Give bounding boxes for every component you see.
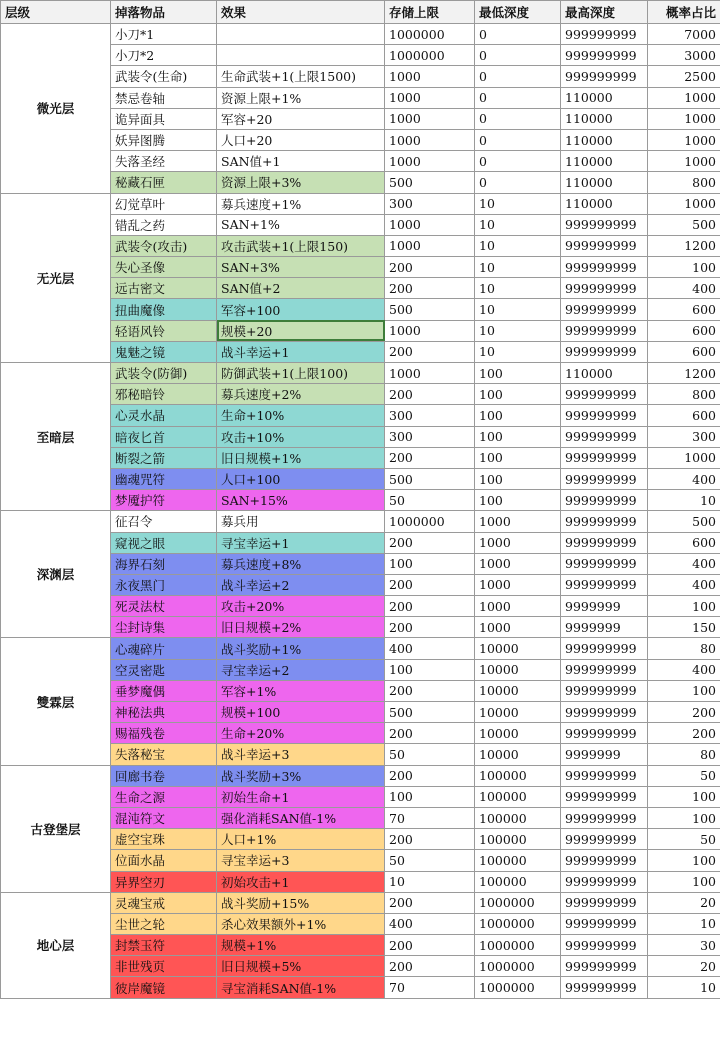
probability-cell[interactable]: 7000 [648,24,720,45]
probability-cell[interactable]: 80 [648,638,720,659]
item-cell[interactable]: 梦魇护符 [111,490,217,511]
probability-cell[interactable]: 400 [648,468,720,489]
effect-cell[interactable]: 攻击武装+1(上限150) [217,235,385,256]
item-cell[interactable]: 武装令(攻击) [111,235,217,256]
item-cell[interactable]: 错乱之药 [111,214,217,235]
max-depth-cell[interactable]: 999999999 [561,320,648,341]
max-depth-cell[interactable]: 999999999 [561,871,648,892]
capacity-cell[interactable]: 100 [385,786,475,807]
max-depth-cell[interactable]: 9999999 [561,744,648,765]
item-cell[interactable]: 轻语风铃 [111,320,217,341]
probability-cell[interactable]: 3000 [648,45,720,66]
item-cell[interactable]: 鬼魅之镜 [111,341,217,362]
item-cell[interactable]: 位面水晶 [111,850,217,871]
item-cell[interactable]: 死灵法杖 [111,596,217,617]
effect-cell[interactable]: SAN+1% [217,214,385,235]
item-cell[interactable]: 垂梦魔偶 [111,680,217,701]
capacity-cell[interactable]: 500 [385,468,475,489]
min-depth-cell[interactable]: 1000 [475,617,561,638]
effect-cell[interactable]: SAN值+2 [217,278,385,299]
probability-cell[interactable]: 20 [648,892,720,913]
effect-cell[interactable]: 规模+100 [217,702,385,723]
table-row [1,511,720,532]
capacity-cell[interactable]: 200 [385,680,475,701]
item-cell[interactable]: 失心圣像 [111,257,217,278]
table-row [1,24,720,45]
effect-cell[interactable]: 战斗奖励+3% [217,765,385,786]
item-cell[interactable]: 小刀*1 [111,24,217,45]
probability-cell[interactable]: 50 [648,765,720,786]
effect-cell[interactable]: SAN值+1 [217,151,385,172]
capacity-cell[interactable]: 1000 [385,87,475,108]
max-depth-cell[interactable]: 9999999 [561,617,648,638]
probability-cell[interactable]: 10 [648,977,720,998]
min-depth-cell[interactable]: 1000000 [475,935,561,956]
max-depth-cell[interactable]: 999999999 [561,956,648,977]
probability-cell[interactable]: 300 [648,426,720,447]
max-depth-cell[interactable]: 999999999 [561,574,648,595]
effect-cell[interactable]: 初始生命+1 [217,786,385,807]
max-depth-cell[interactable]: 110000 [561,193,648,214]
probability-cell[interactable]: 100 [648,786,720,807]
item-cell[interactable]: 小刀*2 [111,45,217,66]
item-cell[interactable]: 空灵密匙 [111,659,217,680]
capacity-cell[interactable]: 1000 [385,66,475,87]
item-cell[interactable]: 回廊书卷 [111,765,217,786]
probability-cell[interactable]: 50 [648,829,720,850]
max-depth-cell[interactable]: 110000 [561,172,648,193]
effect-cell[interactable]: 人口+20 [217,129,385,150]
min-depth-cell[interactable]: 0 [475,24,561,45]
item-cell[interactable]: 尘世之轮 [111,913,217,934]
effect-cell[interactable]: 旧日规模+1% [217,447,385,468]
table-row [1,638,720,659]
capacity-cell[interactable]: 70 [385,807,475,828]
max-depth-cell[interactable]: 999999999 [561,341,648,362]
item-cell[interactable]: 尘封诗集 [111,617,217,638]
min-depth-cell[interactable]: 100 [475,426,561,447]
probability-cell[interactable]: 400 [648,553,720,574]
item-cell[interactable]: 暗夜匕首 [111,426,217,447]
max-depth-cell[interactable]: 999999999 [561,892,648,913]
min-depth-cell[interactable]: 0 [475,45,561,66]
probability-cell[interactable]: 400 [648,659,720,680]
capacity-cell[interactable]: 200 [385,935,475,956]
min-depth-cell[interactable]: 1000000 [475,977,561,998]
effect-cell[interactable]: 资源上限+1% [217,87,385,108]
capacity-cell[interactable]: 1000000 [385,24,475,45]
capacity-cell[interactable]: 1000 [385,129,475,150]
capacity-cell[interactable]: 500 [385,702,475,723]
min-depth-cell[interactable]: 1000000 [475,913,561,934]
probability-cell[interactable]: 150 [648,617,720,638]
capacity-cell[interactable]: 10 [385,871,475,892]
capacity-cell[interactable]: 1000000 [385,511,475,532]
min-depth-cell[interactable]: 10 [475,214,561,235]
probability-cell[interactable]: 20 [648,956,720,977]
layer-cell[interactable]: 微光层 [1,24,111,194]
max-depth-cell[interactable]: 999999999 [561,935,648,956]
min-depth-cell[interactable]: 100 [475,447,561,468]
probability-cell[interactable]: 80 [648,744,720,765]
probability-cell[interactable]: 600 [648,320,720,341]
min-depth-cell[interactable]: 10 [475,257,561,278]
header-item[interactable]: 掉落物品 [111,1,217,24]
capacity-cell[interactable]: 1000000 [385,45,475,66]
effect-cell[interactable]: 军容+1% [217,680,385,701]
effect-cell[interactable]: 攻击+10% [217,426,385,447]
item-cell[interactable]: 混沌符文 [111,807,217,828]
max-depth-cell[interactable]: 999999999 [561,553,648,574]
effect-cell[interactable]: 人口+1% [217,829,385,850]
max-depth-cell[interactable]: 999999999 [561,235,648,256]
max-depth-cell[interactable]: 999999999 [561,723,648,744]
max-depth-cell[interactable]: 110000 [561,129,648,150]
max-depth-cell[interactable]: 999999999 [561,850,648,871]
effect-cell[interactable]: 旧日规模+5% [217,956,385,977]
layer-cell[interactable]: 深渊层 [1,511,111,638]
table-row [1,765,720,786]
max-depth-cell[interactable]: 110000 [561,108,648,129]
probability-cell[interactable]: 1000 [648,129,720,150]
item-cell[interactable]: 永夜黑门 [111,574,217,595]
layer-cell[interactable]: 古登堡层 [1,765,111,892]
capacity-cell[interactable]: 200 [385,596,475,617]
effect-cell[interactable]: 募兵速度+8% [217,553,385,574]
capacity-cell[interactable]: 200 [385,341,475,362]
effect-cell[interactable] [217,24,385,45]
header-capacity[interactable]: 存储上限 [385,1,475,24]
probability-cell[interactable]: 600 [648,341,720,362]
item-cell[interactable]: 失落圣经 [111,151,217,172]
probability-cell[interactable]: 100 [648,680,720,701]
max-depth-cell[interactable]: 999999999 [561,384,648,405]
min-depth-cell[interactable]: 1000000 [475,892,561,913]
item-cell[interactable]: 异界空刃 [111,871,217,892]
min-depth-cell[interactable]: 10000 [475,638,561,659]
min-depth-cell[interactable]: 100000 [475,807,561,828]
layer-cell[interactable]: 至暗层 [1,363,111,511]
max-depth-cell[interactable]: 9999999 [561,596,648,617]
capacity-cell[interactable]: 300 [385,405,475,426]
capacity-cell[interactable]: 100 [385,659,475,680]
max-depth-cell[interactable]: 999999999 [561,299,648,320]
item-cell[interactable]: 秘藏石匣 [111,172,217,193]
effect-cell[interactable]: 战斗幸运+1 [217,341,385,362]
item-cell[interactable]: 幻觉草叶 [111,193,217,214]
min-depth-cell[interactable]: 1000 [475,574,561,595]
effect-cell[interactable]: 初始攻击+1 [217,871,385,892]
probability-cell[interactable]: 600 [648,532,720,553]
probability-cell[interactable]: 800 [648,384,720,405]
max-depth-cell[interactable]: 999999999 [561,659,648,680]
max-depth-cell[interactable]: 110000 [561,151,648,172]
max-depth-cell[interactable]: 999999999 [561,765,648,786]
min-depth-cell[interactable]: 0 [475,172,561,193]
min-depth-cell[interactable]: 10 [475,278,561,299]
max-depth-cell[interactable]: 999999999 [561,468,648,489]
min-depth-cell[interactable]: 10000 [475,723,561,744]
probability-cell[interactable]: 1000 [648,151,720,172]
effect-cell[interactable] [217,45,385,66]
probability-cell[interactable]: 200 [648,723,720,744]
probability-cell[interactable]: 1000 [648,108,720,129]
item-cell[interactable]: 禁忌卷轴 [111,87,217,108]
effect-cell[interactable]: 强化消耗SAN值-1% [217,807,385,828]
probability-cell[interactable]: 30 [648,935,720,956]
probability-cell[interactable]: 1000 [648,87,720,108]
max-depth-cell[interactable]: 110000 [561,363,648,384]
item-cell[interactable]: 非世残页 [111,956,217,977]
item-cell[interactable]: 断裂之箭 [111,447,217,468]
effect-cell[interactable]: 寻宝幸运+1 [217,532,385,553]
max-depth-cell[interactable]: 999999999 [561,426,648,447]
item-cell[interactable]: 远古密文 [111,278,217,299]
probability-cell[interactable]: 100 [648,807,720,828]
capacity-cell[interactable]: 500 [385,299,475,320]
capacity-cell[interactable]: 1000 [385,363,475,384]
header-effect[interactable]: 效果 [217,1,385,24]
effect-cell[interactable]: 寻宝消耗SAN值-1% [217,977,385,998]
probability-cell[interactable]: 100 [648,871,720,892]
item-cell[interactable]: 幽魂咒符 [111,468,217,489]
max-depth-cell[interactable]: 999999999 [561,532,648,553]
capacity-cell[interactable]: 50 [385,490,475,511]
capacity-cell[interactable]: 200 [385,956,475,977]
item-cell[interactable]: 彼岸魔镜 [111,977,217,998]
item-cell[interactable]: 武装令(防御) [111,363,217,384]
min-depth-cell[interactable]: 10000 [475,659,561,680]
effect-cell[interactable]: 人口+100 [217,468,385,489]
max-depth-cell[interactable]: 999999999 [561,829,648,850]
item-cell[interactable]: 征召令 [111,511,217,532]
min-depth-cell[interactable]: 0 [475,66,561,87]
max-depth-cell[interactable]: 999999999 [561,45,648,66]
header-max-depth[interactable]: 最高深度 [561,1,648,24]
probability-cell[interactable]: 10 [648,913,720,934]
probability-cell[interactable]: 500 [648,511,720,532]
header-layer[interactable]: 层级 [1,1,111,24]
min-depth-cell[interactable]: 100000 [475,765,561,786]
effect-cell[interactable]: 战斗幸运+2 [217,574,385,595]
max-depth-cell[interactable]: 999999999 [561,257,648,278]
effect-cell[interactable]: 募兵速度+1% [217,193,385,214]
header-min-depth[interactable]: 最低深度 [475,1,561,24]
item-cell[interactable]: 扭曲魔像 [111,299,217,320]
max-depth-cell[interactable]: 999999999 [561,66,648,87]
min-depth-cell[interactable]: 10 [475,193,561,214]
item-cell[interactable]: 神秘法典 [111,702,217,723]
probability-cell[interactable]: 600 [648,405,720,426]
effect-cell[interactable]: 寻宝幸运+3 [217,850,385,871]
effect-cell[interactable]: 旧日规模+2% [217,617,385,638]
effect-cell[interactable]: 军容+100 [217,299,385,320]
probability-cell[interactable]: 500 [648,214,720,235]
min-depth-cell[interactable]: 1000 [475,553,561,574]
min-depth-cell[interactable]: 100000 [475,850,561,871]
capacity-cell[interactable]: 200 [385,723,475,744]
min-depth-cell[interactable]: 100000 [475,829,561,850]
capacity-cell[interactable]: 200 [385,257,475,278]
table-row [1,892,720,913]
min-depth-cell[interactable]: 10 [475,341,561,362]
effect-cell[interactable]: 生命+10% [217,405,385,426]
layer-cell[interactable]: 雙霖层 [1,638,111,765]
max-depth-cell[interactable]: 999999999 [561,977,648,998]
min-depth-cell[interactable]: 100 [475,384,561,405]
effect-cell[interactable]: 规模+20 [217,320,385,341]
effect-cell[interactable]: 规模+1% [217,935,385,956]
probability-cell[interactable]: 100 [648,850,720,871]
probability-cell[interactable]: 100 [648,257,720,278]
capacity-cell[interactable]: 200 [385,447,475,468]
capacity-cell[interactable]: 200 [385,765,475,786]
effect-cell[interactable]: 资源上限+3% [217,172,385,193]
item-cell[interactable]: 失落秘宝 [111,744,217,765]
header-row [1,1,720,24]
effect-cell[interactable]: 寻宝幸运+2 [217,659,385,680]
capacity-cell[interactable]: 50 [385,850,475,871]
effect-cell[interactable]: 募兵用 [217,511,385,532]
probability-cell[interactable]: 2500 [648,66,720,87]
table-row [1,193,720,214]
capacity-cell[interactable]: 100 [385,553,475,574]
probability-cell[interactable]: 1000 [648,193,720,214]
capacity-cell[interactable]: 200 [385,278,475,299]
effect-cell[interactable]: 战斗幸运+3 [217,744,385,765]
probability-cell[interactable]: 400 [648,574,720,595]
capacity-cell[interactable]: 400 [385,913,475,934]
min-depth-cell[interactable]: 1000000 [475,956,561,977]
max-depth-cell[interactable]: 999999999 [561,638,648,659]
item-cell[interactable]: 窥视之眼 [111,532,217,553]
min-depth-cell[interactable]: 10000 [475,702,561,723]
item-cell[interactable]: 妖异图腾 [111,129,217,150]
layer-cell[interactable]: 无光层 [1,193,111,363]
capacity-cell[interactable]: 200 [385,384,475,405]
effect-cell[interactable]: 生命武装+1(上限1500) [217,66,385,87]
max-depth-cell[interactable]: 999999999 [561,680,648,701]
min-depth-cell[interactable]: 100 [475,490,561,511]
max-depth-cell[interactable]: 999999999 [561,24,648,45]
max-depth-cell[interactable]: 999999999 [561,702,648,723]
capacity-cell[interactable]: 1000 [385,320,475,341]
capacity-cell[interactable]: 1000 [385,214,475,235]
effect-cell[interactable]: 生命+20% [217,723,385,744]
item-cell[interactable]: 心魂碎片 [111,638,217,659]
max-depth-cell[interactable]: 110000 [561,87,648,108]
capacity-cell[interactable]: 200 [385,617,475,638]
probability-cell[interactable]: 200 [648,702,720,723]
effect-cell[interactable]: SAN+3% [217,257,385,278]
min-depth-cell[interactable]: 100 [475,468,561,489]
max-depth-cell[interactable]: 999999999 [561,278,648,299]
effect-cell[interactable]: 募兵速度+2% [217,384,385,405]
max-depth-cell[interactable]: 999999999 [561,490,648,511]
item-cell[interactable]: 武装令(生命) [111,66,217,87]
max-depth-cell[interactable]: 999999999 [561,786,648,807]
effect-cell[interactable]: 战斗奖励+1% [217,638,385,659]
capacity-cell[interactable]: 500 [385,172,475,193]
min-depth-cell[interactable]: 0 [475,129,561,150]
capacity-cell[interactable]: 300 [385,193,475,214]
probability-cell[interactable]: 1200 [648,363,720,384]
capacity-cell[interactable]: 50 [385,744,475,765]
effect-cell[interactable]: 军容+20 [217,108,385,129]
effect-cell[interactable]: 杀心效果额外+1% [217,913,385,934]
min-depth-cell[interactable]: 100000 [475,871,561,892]
capacity-cell[interactable]: 1000 [385,151,475,172]
capacity-cell[interactable]: 70 [385,977,475,998]
capacity-cell[interactable]: 300 [385,426,475,447]
capacity-cell[interactable]: 1000 [385,235,475,256]
min-depth-cell[interactable]: 1000 [475,596,561,617]
min-depth-cell[interactable]: 100 [475,405,561,426]
min-depth-cell[interactable]: 100 [475,363,561,384]
probability-cell[interactable]: 100 [648,596,720,617]
item-cell[interactable]: 诡异面具 [111,108,217,129]
header-probability[interactable]: 概率占比 [648,1,720,24]
min-depth-cell[interactable]: 100000 [475,786,561,807]
item-cell[interactable]: 灵魂宝戒 [111,892,217,913]
item-cell[interactable]: 邪秘暗铃 [111,384,217,405]
probability-cell[interactable]: 800 [648,172,720,193]
probability-cell[interactable]: 1200 [648,235,720,256]
item-cell[interactable]: 生命之源 [111,786,217,807]
min-depth-cell[interactable]: 0 [475,87,561,108]
capacity-cell[interactable]: 200 [385,892,475,913]
effect-cell[interactable]: SAN+15% [217,490,385,511]
item-cell[interactable]: 虚空宝珠 [111,829,217,850]
item-cell[interactable]: 心灵水晶 [111,405,217,426]
capacity-cell[interactable]: 400 [385,638,475,659]
effect-cell[interactable]: 防御武装+1(上限100) [217,363,385,384]
min-depth-cell[interactable]: 1000 [475,532,561,553]
max-depth-cell[interactable]: 999999999 [561,214,648,235]
layer-cell[interactable]: 地心层 [1,892,111,998]
table-row [1,363,720,384]
max-depth-cell[interactable]: 999999999 [561,447,648,468]
max-depth-cell[interactable]: 999999999 [561,405,648,426]
min-depth-cell[interactable]: 10 [475,299,561,320]
effect-cell[interactable]: 战斗奖励+15% [217,892,385,913]
max-depth-cell[interactable]: 999999999 [561,807,648,828]
probability-cell[interactable]: 400 [648,278,720,299]
capacity-cell[interactable]: 200 [385,574,475,595]
capacity-cell[interactable]: 200 [385,829,475,850]
min-depth-cell[interactable]: 10000 [475,744,561,765]
probability-cell[interactable]: 1000 [648,447,720,468]
min-depth-cell[interactable]: 10 [475,235,561,256]
probability-cell[interactable]: 600 [648,299,720,320]
max-depth-cell[interactable]: 999999999 [561,511,648,532]
max-depth-cell[interactable]: 999999999 [561,913,648,934]
min-depth-cell[interactable]: 0 [475,108,561,129]
probability-cell[interactable]: 10 [648,490,720,511]
item-cell[interactable]: 赐福残卷 [111,723,217,744]
item-cell[interactable]: 海界石刻 [111,553,217,574]
min-depth-cell[interactable]: 10000 [475,680,561,701]
min-depth-cell[interactable]: 10 [475,320,561,341]
min-depth-cell[interactable]: 0 [475,151,561,172]
min-depth-cell[interactable]: 1000 [475,511,561,532]
effect-cell[interactable]: 攻击+20% [217,596,385,617]
capacity-cell[interactable]: 200 [385,532,475,553]
item-cell[interactable]: 封禁玉符 [111,935,217,956]
capacity-cell[interactable]: 1000 [385,108,475,129]
